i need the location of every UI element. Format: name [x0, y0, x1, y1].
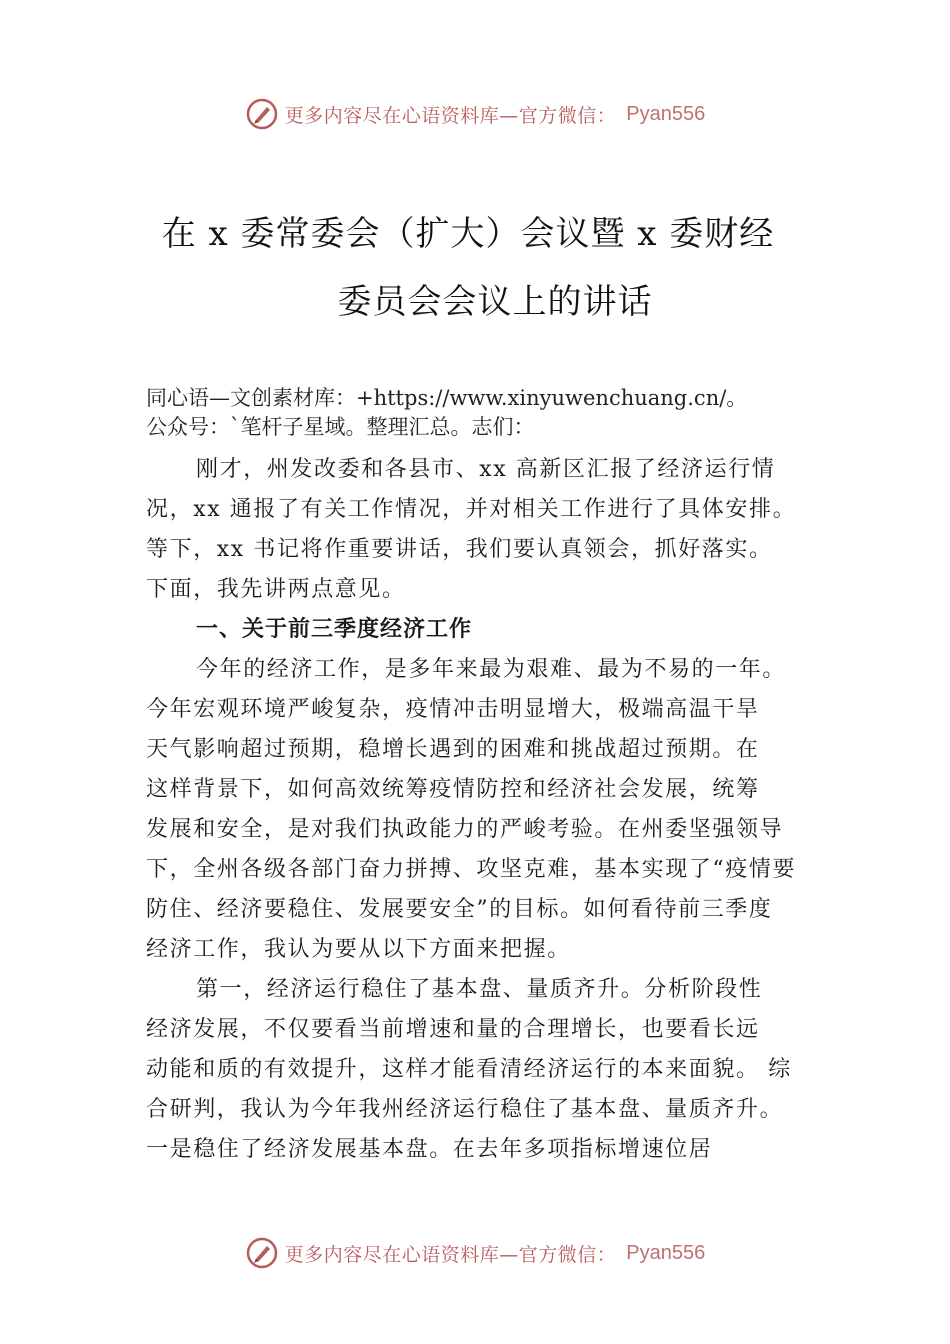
- paragraph-line: 等下，xx 书记将作重要讲话，我们要认真领会，抓好落实。: [146, 537, 773, 562]
- header-banner: [0, 94, 950, 134]
- paragraph-line: 发展和安全，是对我们执政能力的严峻考验。在州委坚强领导: [146, 817, 784, 842]
- paragraph-line: 第一，经济运行稳住了基本盘、量质齐升。分析阶段性: [196, 977, 763, 1002]
- title-line-1: 在 x 委常委会（扩大）会议暨 x 委财经: [161, 214, 775, 254]
- paragraph-line: 合研判，我认为今年我州经济运行稳住了基本盘、量质齐升。: [146, 1097, 784, 1122]
- source-line: 同心语—文创素材库：+https://www.xinyuwenchuang.cn/。: [146, 386, 748, 410]
- banner-text: 更多内容尽在心语资料库—官方微信：: [284, 1243, 617, 1266]
- title-line-2: 委员会会议上的讲话: [337, 282, 653, 322]
- paragraph-line: 动能和质的有效提升，这样才能看清经济运行的本来面貌。 综: [146, 1057, 792, 1082]
- pen-logo-icon: [245, 97, 279, 131]
- paragraph-line: 这样背景下，如何高效统筹疫情防控和经济社会发展，统筹: [146, 777, 760, 802]
- pen-logo-icon: [245, 1236, 279, 1270]
- paragraph-line: 一是稳住了经济发展基本盘。在去年多项指标增速位居: [146, 1137, 713, 1162]
- footer-banner: [0, 1233, 950, 1273]
- paragraph-line: 下面，我先讲两点意见。: [146, 577, 406, 602]
- paragraph-line: 今年的经济工作，是多年来最为艰难、最为不易的一年。: [196, 657, 787, 682]
- banner-handle: Pyan556: [626, 102, 706, 125]
- banner-text: 更多内容尽在心语资料库—官方微信：: [284, 104, 617, 127]
- paragraph-line: 经济发展，不仅要看当前增速和量的合理增长，也要看长远: [146, 1017, 760, 1042]
- paragraph-line: 防住、经济要稳住、发展要安全”的目标。如何看待前三季度: [146, 897, 773, 922]
- paragraph-line: 下，全州各级各部门奋力拼搏、攻坚克难，基本实现了“疫情要: [146, 857, 797, 882]
- section-heading: 一、关于前三季度经济工作: [196, 617, 473, 642]
- banner-handle: Pyan556: [626, 1241, 706, 1264]
- paragraph-line: 天气影响超过预期，稳增长遇到的困难和挑战超过预期。在: [146, 737, 760, 762]
- paragraph-line: 经济工作，我认为要从以下方面来把握。: [146, 937, 571, 962]
- paragraph-line: 况，xx 通报了有关工作情况，并对相关工作进行了具体安排。: [146, 497, 797, 522]
- paragraph-line: 刚才，州发改委和各县市、xx 高新区汇报了经济运行情: [196, 457, 776, 482]
- official-account-line: 公众号：`笔杆子星域。整理汇总。志们：: [146, 415, 535, 439]
- paragraph-line: 今年宏观环境严峻复杂，疫情冲击明显增大，极端高温干旱: [146, 697, 760, 722]
- body-text: [146, 450, 826, 1170]
